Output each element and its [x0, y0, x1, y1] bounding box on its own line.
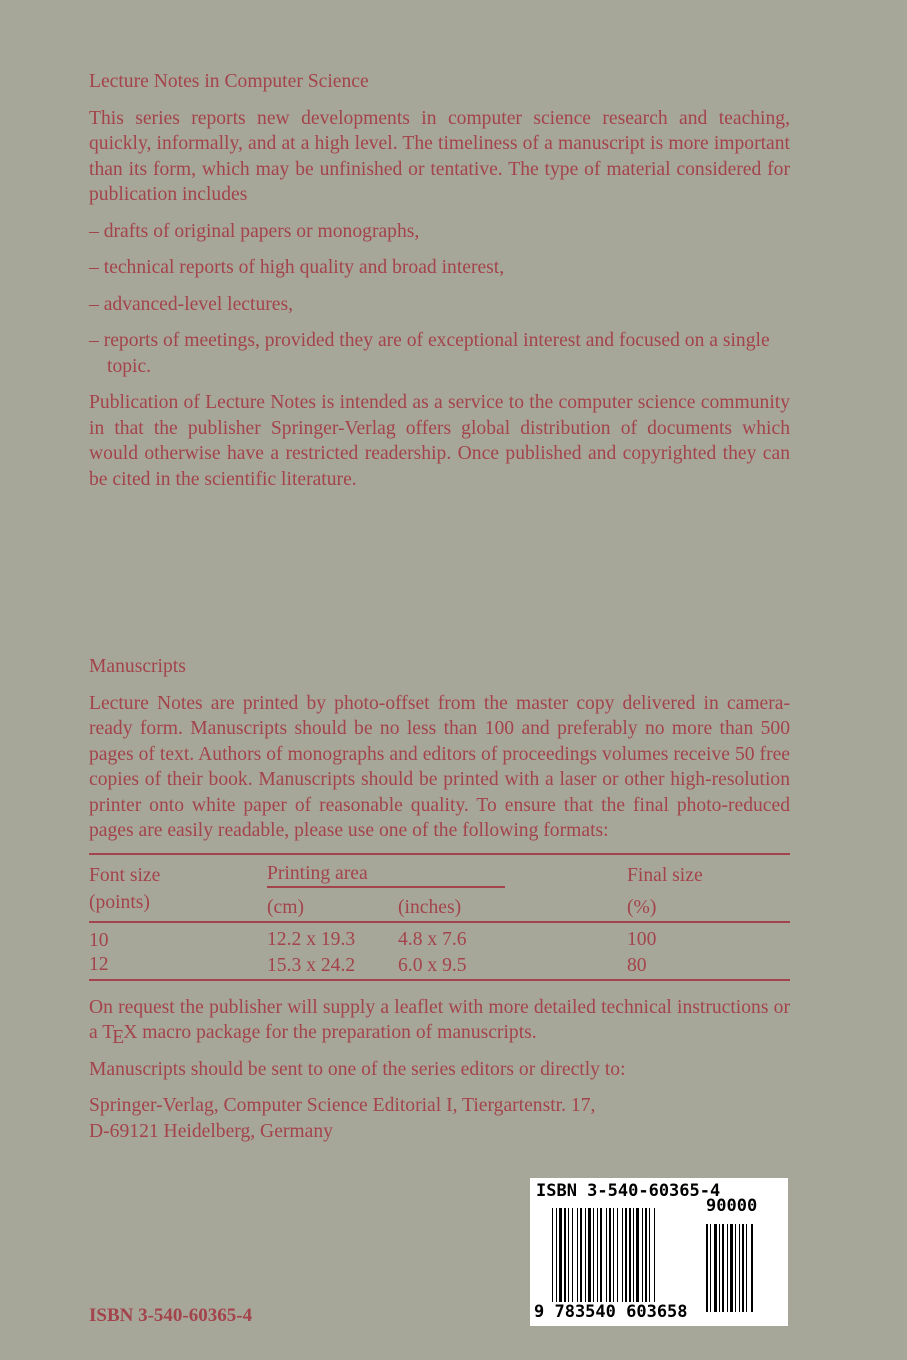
cell-font: 10 [89, 929, 109, 951]
formats-table [89, 853, 790, 981]
barcode [530, 1178, 788, 1326]
barcode-addon: 90000 [706, 1196, 758, 1216]
cell-final: 100 [627, 929, 657, 950]
manuscripts-body: Lecture Notes are printed by photo-offset from the master copy delivered in camera-ready form. Manuscripts should be no less than 100 and preferably no more than 500 pages of text. Authors of monographs and editors of proceedings volumes receive 50 free copies of their book. Manuscripts should be printed with a laser or other high-resolution printer onto white paper of reasonable quality. To ensure that the final photo-reduced pages are easily readable, please use one of the following formats: [89, 692, 790, 841]
addon-bar [742, 1224, 744, 1312]
table-row [89, 922, 790, 953]
table-row [89, 953, 790, 980]
subheader-inches: (inches) [398, 897, 462, 918]
header-final-size: Final size [627, 864, 703, 886]
publication-paragraph: Publication of Lecture Notes is intended as a service to the computer science community in that the publisher Springer-Verlag offers global distribution of documents which would otherwise have a restricted readership. Once published and copyrighted they can be cited in the scientific literature. [89, 392, 790, 490]
addon-bar [735, 1224, 736, 1312]
cell-inches: 4.8 x 7.6 [398, 929, 467, 950]
addon-bar [706, 1224, 708, 1312]
subheader-cm: (cm) [267, 897, 304, 918]
header-font-size: Font size [89, 864, 161, 886]
list-item: – drafts of original papers or monographs, [89, 220, 420, 242]
series-title: Lecture Notes in Computer Science [89, 71, 369, 92]
addon-bar [727, 1224, 728, 1312]
cell-final: 80 [627, 955, 647, 976]
cell-cm: 12.2 x 19.3 [267, 929, 356, 950]
subheader-points: (points) [89, 892, 150, 913]
addon-bar [714, 1224, 717, 1312]
request-paragraph [89, 995, 790, 1046]
send-instruction: Manuscripts should be sent to one of the series editors or directly to: [89, 1058, 626, 1080]
list-item: – reports of meetings, provided they are of exceptional interest and focused on a single topic. [89, 330, 770, 377]
request-text: On request the publisher will supply a leaflet with more detailed technical instructions or a T [89, 996, 790, 1043]
header-printing-area: Printing area [267, 861, 505, 889]
addon-bar [719, 1224, 720, 1312]
barcode-ean: 9 783540 603658 [534, 1302, 688, 1322]
series-intro: This series reports new developments in computer science research and teaching, quickly, informally, and at a high level. The timeliness of a manuscript is more important than its form, which may be unfinished or tentative. The type of material considered for publication includes [89, 107, 790, 205]
tex-logo-e: E [112, 1027, 125, 1048]
addon-bar [739, 1224, 740, 1312]
list-item: – advanced-level lectures, [89, 293, 293, 315]
cell-font: 12 [89, 953, 109, 975]
request-text-end: X macro package for the preparation of manuscripts. [123, 1022, 537, 1043]
barcode-isbn: ISBN 3-540-60365-4 [536, 1181, 721, 1201]
address-line: D-69121 Heidelberg, Germany [89, 1120, 333, 1142]
addon-bar [730, 1224, 733, 1312]
cell-inches: 6.0 x 9.5 [398, 955, 467, 976]
series-section [89, 69, 790, 492]
manuscripts-section [89, 654, 790, 1144]
isbn-label: ISBN 3-540-60365-4 [89, 1305, 253, 1326]
addon-bar [746, 1224, 747, 1312]
addon-bar [722, 1224, 724, 1312]
address-line: Springer-Verlag, Computer Science Editorial I, Tiergartenstr. 17, [89, 1095, 596, 1116]
subheader-percent: (%) [627, 897, 657, 918]
cell-cm: 15.3 x 24.2 [267, 955, 356, 976]
list-item: – technical reports of high quality and broad interest, [89, 257, 505, 278]
addon-bar [751, 1224, 753, 1312]
manuscripts-title: Manuscripts [89, 656, 186, 677]
addon-bar [710, 1224, 711, 1312]
